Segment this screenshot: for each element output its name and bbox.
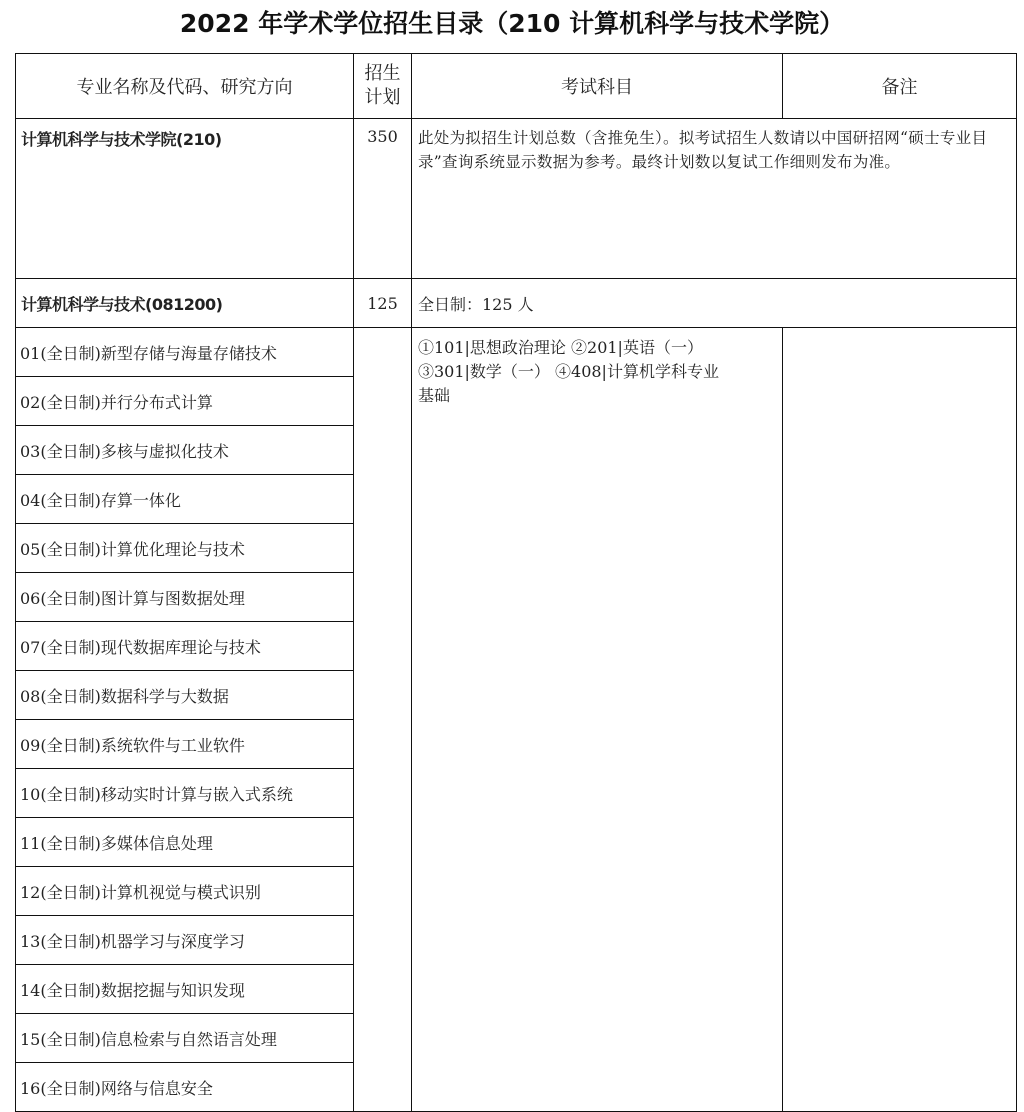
header-subjects: 考试科目 — [412, 54, 783, 119]
college-note: 此处为拟招生计划总数（含推免生）。拟考试招生人数请以中国研招网“硕士专业目录”查询系统显示数据为参考。最终计划数以复试工作细则发布为准。 — [412, 119, 1017, 279]
directions-remarks-cell — [783, 328, 1017, 1112]
major-name: 计算机科学与技术(081200) — [16, 279, 354, 328]
direction-07: 07(全日制)现代数据库理论与技术 — [16, 622, 354, 671]
direction-16: 16(全日制)网络与信息安全 — [16, 1063, 354, 1112]
header-plan — [354, 54, 412, 119]
direction-05: 05(全日制)计算优化理论与技术 — [16, 524, 354, 573]
direction-06: 06(全日制)图计算与图数据处理 — [16, 573, 354, 622]
direction-15: 15(全日制)信息检索与自然语言处理 — [16, 1014, 354, 1063]
header-plan-line2: 计划 — [364, 87, 401, 108]
header-plan-line1: 招生 — [364, 63, 401, 84]
exam-subjects-line3: 基础 — [418, 386, 451, 405]
directions-plan-cell — [354, 328, 412, 1112]
direction-12: 12(全日制)计算机视觉与模式识别 — [16, 867, 354, 916]
direction-13: 13(全日制)机器学习与深度学习 — [16, 916, 354, 965]
major-row — [16, 279, 1017, 328]
direction-01: 01(全日制)新型存储与海量存储技术 — [16, 328, 354, 377]
college-plan: 350 — [354, 119, 412, 279]
direction-08: 08(全日制)数据科学与大数据 — [16, 671, 354, 720]
page-title: 2022 年学术学位招生目录（210 计算机科学与技术学院） — [179, 9, 845, 38]
header-remarks: 备注 — [783, 54, 1017, 119]
direction-02: 02(全日制)并行分布式计算 — [16, 377, 354, 426]
exam-subjects-line1: ①101|思想政治理论 ②201|英语（一） — [418, 338, 703, 357]
direction-10: 10(全日制)移动实时计算与嵌入式系统 — [16, 769, 354, 818]
major-plan: 125 — [354, 279, 412, 328]
direction-03: 03(全日制)多核与虚拟化技术 — [16, 426, 354, 475]
major-note: 全日制：125 人 — [412, 279, 1017, 328]
college-name: 计算机科学与技术学院(210) — [16, 119, 354, 279]
direction-14: 14(全日制)数据挖掘与知识发现 — [16, 965, 354, 1014]
header-major: 专业名称及代码、研究方向 — [16, 54, 354, 119]
exam-subjects-line2: ③301|数学（一） ④408|计算机学科专业 — [418, 362, 719, 381]
exam-subjects — [412, 328, 783, 1112]
college-row — [16, 119, 1017, 279]
admission-catalog-table — [15, 53, 1017, 1112]
direction-04: 04(全日制)存算一体化 — [16, 475, 354, 524]
direction-09: 09(全日制)系统软件与工业软件 — [16, 720, 354, 769]
table-header-row — [16, 54, 1017, 119]
table-row — [16, 328, 1017, 377]
direction-11: 11(全日制)多媒体信息处理 — [16, 818, 354, 867]
